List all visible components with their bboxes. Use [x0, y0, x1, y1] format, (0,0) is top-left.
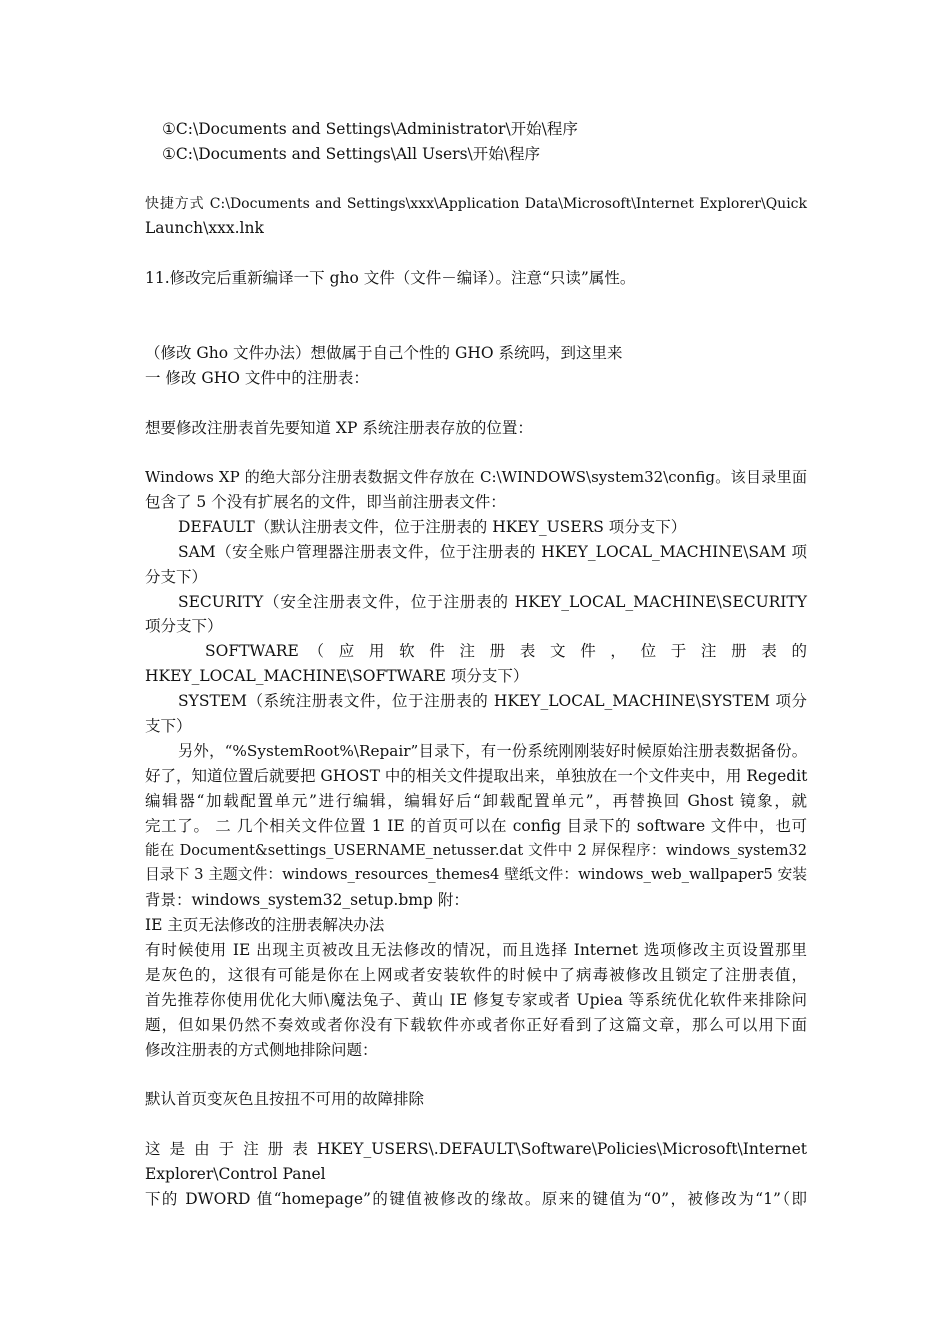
text-line: 首先推荐你使用优化大师\魔法兔子、黄山 IE 修复专家或者 Upiea 等系统优化软件来排除问 [145, 991, 807, 1009]
text-line: 有时候使用 IE 出现主页被改且无法修改的情况，而且选择 Internet 选项修改主页设置那里 [145, 941, 807, 959]
text-line: Launch\xxx.lnk [145, 219, 264, 237]
text-line: IE 主页无法修改的注册表解决办法 [145, 916, 385, 934]
text-line: 能在 Document&settings_USERNAME_netusser.dat 文件中 2 屏保程序：windows_system32 [145, 843, 807, 859]
text-line: 另外，“%SystemRoot%\Repair”目录下，有一份系统刚刚装好时候原始注册表数据备份。 [178, 742, 807, 760]
text-line: SECURITY（安全注册表文件，位于注册表的 HKEY_LOCAL_MACHINE\SECURITY [178, 593, 807, 611]
text-line: ①C:\Documents and Settings\Administrator\开始\程序 [162, 120, 578, 138]
text-line: （修改 Gho 文件办法）想做属于自己个性的 GHO 系统吗，到这里来 [145, 344, 623, 362]
text-line: SYSTEM（系统注册表文件，位于注册表的 HKEY_LOCAL_MACHINE\SYSTEM 项分 [178, 692, 807, 710]
text-line: 这 是 由 于 注 册 表 HKEY_USERS\.DEFAULT\Software\Policies\Microsoft\Internet [145, 1140, 807, 1158]
text-line: 11.修改完后重新编译一下 gho 文件（文件－编译）。注意“只读”属性。 [145, 269, 636, 287]
text-line: 好了，知道位置后就要把 GHOST 中的相关文件提取出来，单独放在一个文件夹中，用 Regedit [145, 767, 808, 785]
text-line: 下的 DWORD 值“homepage”的键值被修改的缘故。原来的键值为“0”，被修改为“1”（即 [145, 1190, 807, 1208]
text-line: 项分支下） [145, 617, 223, 635]
text-line: HKEY_LOCAL_MACHINE\SOFTWARE 项分支下） [145, 667, 529, 685]
text-line: 修改注册表的方式侧地排除问题： [145, 1041, 378, 1059]
text-line: 包含了 5 个没有扩展名的文件，即当前注册表文件： [145, 493, 506, 511]
text-line: ①C:\Documents and Settings\All Users\开始\程序 [162, 145, 540, 163]
text-line: Explorer\Control Panel [145, 1165, 326, 1183]
text-line: SOFTWARE （ 应 用 软 件 注 册 表 文 件 ， 位 于 注 册 表 的 [205, 642, 807, 660]
text-line: DEFAULT（默认注册表文件，位于注册表的 HKEY_USERS 项分支下） [178, 518, 687, 536]
text-line: SAM（安全账户管理器注册表文件，位于注册表的 HKEY_LOCAL_MACHINE\SAM 项 [178, 543, 807, 561]
text-line: 是灰色的，这很有可能是你在上网或者安装软件的时候中了病毒被修改且锁定了注册表值， [145, 966, 807, 984]
text-line: 想要修改注册表首先要知道 XP 系统注册表存放的位置： [145, 419, 533, 437]
text-line: 支下） [145, 717, 192, 735]
text-line: 完工了。 二 几个相关文件位置 1 IE 的首页可以在 config 目录下的 software 文件中，也可 [145, 817, 807, 835]
text-line: 默认首页变灰色且按扭不可用的故障排除 [145, 1090, 425, 1108]
text-line: Windows XP 的绝大部分注册表数据文件存放在 C:\WINDOWS\system32\config。该目录里面 [145, 468, 807, 486]
text-line: 题，但如果仍然不奏效或者你没有下载软件亦或者你正好看到了这篇文章，那么可以用下面 [145, 1016, 807, 1034]
text-line: 快捷方式 C:\Documents and Settings\xxx\Application Data\Microsoft\Internet Explorer\Quick [145, 196, 807, 212]
text-line: 分支下） [145, 568, 208, 586]
text-line: 背景：windows_system32_setup.bmp 附： [145, 891, 469, 909]
text-line: 编辑器“加载配置单元”进行编辑，编辑好后“卸载配置单元”，再替换回 Ghost 镜象，就 [145, 792, 807, 810]
text-line: 目录下 3 主题文件：windows_resources_themes4 壁纸文件：windows_web_wallpaper5 安装 [145, 866, 807, 883]
text-line: 一 修改 GHO 文件中的注册表： [145, 369, 369, 387]
